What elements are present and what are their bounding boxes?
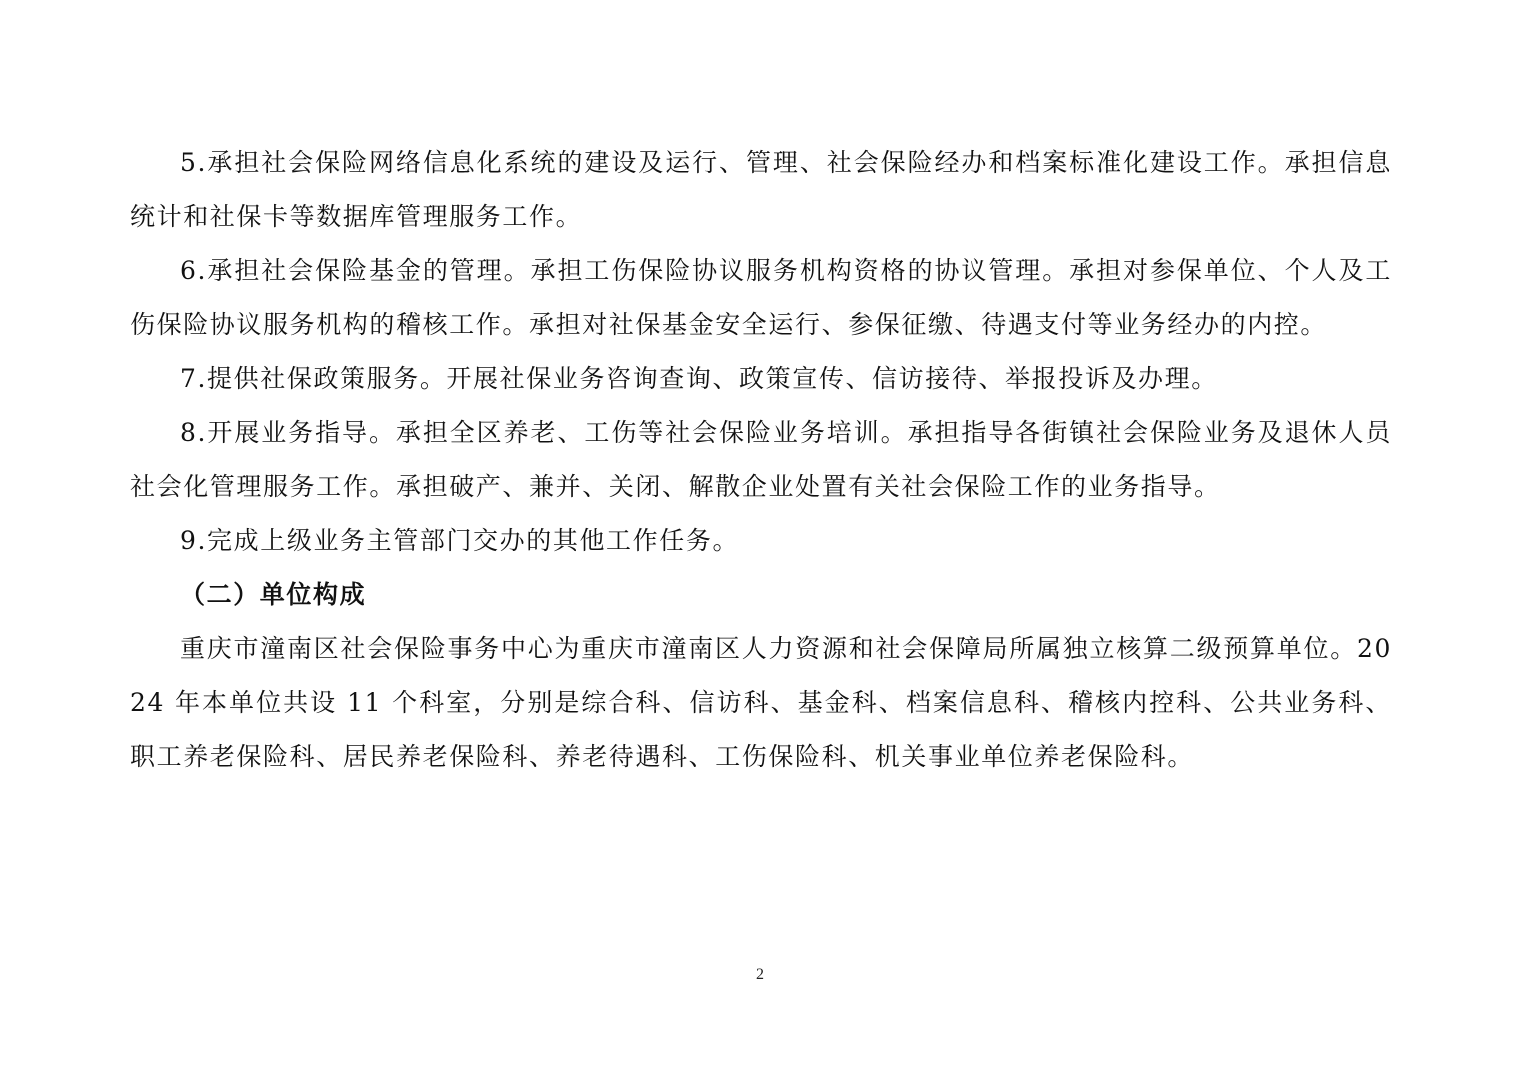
paragraph-item-9: 9.完成上级业务主管部门交办的其他工作任务。: [180, 526, 740, 555]
paragraph-item-6: 6.承担社会保险基金的管理。承担工伤保险协议服务机构资格的协议管理。承担对参保单位、个人及工伤保险协议服务机构的稽核工作。承担对社保基金安全运行、参保征缴、待遇支付等业务经办的内控。: [130, 256, 1392, 339]
page-number: 2: [756, 966, 764, 983]
document-body: [130, 136, 1392, 784]
paragraph-item-5: 5.承担社会保险网络信息化系统的建设及运行、管理、社会保险经办和档案标准化建设工作。承担信息统计和社保卡等数据库管理服务工作。: [130, 148, 1392, 231]
paragraph-item-8: 8.开展业务指导。承担全区养老、工伤等社会保险业务培训。承担指导各街镇社会保险业务及退休人员社会化管理服务工作。承担破产、兼并、关闭、解散企业处置有关社会保险工作的业务指导。: [130, 418, 1392, 501]
section-heading: （二）单位构成: [180, 580, 367, 609]
section-paragraph: 重庆市潼南区社会保险事务中心为重庆市潼南区人力资源和社会保障局所属独立核算二级预算单位。2024 年本单位共设 11 个科室，分别是综合科、信访科、基金科、档案信息科、稽核内控科、公共业务科、职工养老保险科、居民养老保险科、养老待遇科、工伤保险科、机关事业单位养老保险科。: [130, 634, 1392, 771]
paragraph-item-7: 7.提供社保政策服务。开展社保业务咨询查询、政策宣传、信访接待、举报投诉及办理。: [180, 364, 1218, 393]
